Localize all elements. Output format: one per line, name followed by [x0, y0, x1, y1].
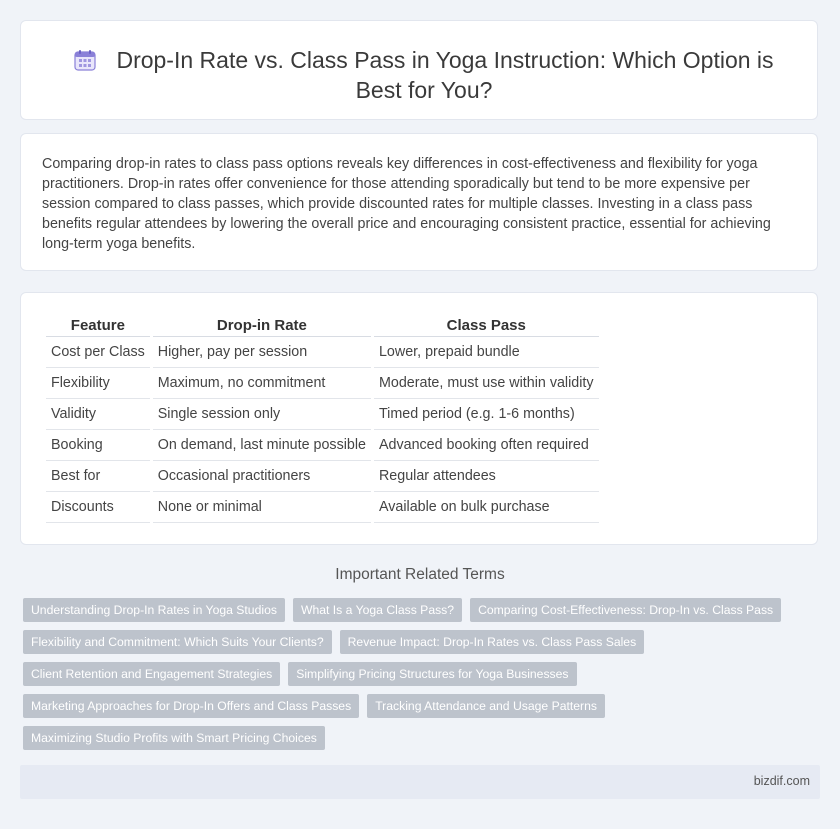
footer-bar [20, 765, 820, 799]
related-term-tag[interactable]: What Is a Yoga Class Pass? [293, 598, 462, 622]
cell-feature: Validity [46, 399, 150, 430]
header-feature: Feature [46, 313, 150, 337]
cell-drop-in: Occasional practitioners [153, 461, 371, 492]
calendar-icon [74, 49, 96, 71]
related-term-tag[interactable]: Client Retention and Engagement Strategies [23, 662, 280, 686]
table-row [46, 368, 599, 399]
table-row [46, 399, 599, 430]
related-terms-list [23, 598, 803, 758]
comparison-card [20, 292, 818, 545]
page-title-text: Drop-In Rate vs. Class Pass in Yoga Instruction: Which Option is Best for You? [116, 47, 774, 103]
related-term-tag[interactable]: Comparing Cost-Effectiveness: Drop-In vs. Class Pass [470, 598, 781, 622]
cell-drop-in: On demand, last minute possible [153, 430, 371, 461]
table-row [46, 430, 599, 461]
table-row [46, 337, 599, 368]
intro-card [20, 133, 818, 271]
cell-drop-in: Higher, pay per session [153, 337, 371, 368]
cell-drop-in: Maximum, no commitment [153, 368, 371, 399]
cell-feature: Cost per Class [46, 337, 150, 368]
related-terms-heading: Important Related Terms [335, 566, 505, 583]
cell-feature: Best for [46, 461, 150, 492]
cell-feature: Flexibility [46, 368, 150, 399]
related-term-tag[interactable]: Flexibility and Commitment: Which Suits Your Clients? [23, 630, 332, 654]
footer-brand[interactable]: bizdif.com [753, 774, 810, 788]
comparison-table [43, 313, 602, 523]
cell-feature: Booking [46, 430, 150, 461]
title-card [20, 20, 818, 120]
header-class-pass: Class Pass [374, 313, 599, 337]
cell-drop-in: None or minimal [153, 492, 371, 523]
cell-class-pass: Timed period (e.g. 1-6 months) [374, 399, 599, 430]
tag-row [23, 694, 803, 718]
intro-paragraph: Comparing drop-in rates to class pass options reveals key differences in cost-effectiveness and flexibility for yoga practitioners. Drop-in rates offer convenience for those attending sporadically but tend to be more expensive per session compared to class passes, which provide discounted rates for multiple classes. Investing in a class pass benefits regular attendees by lowering the overall price and encouraging consistent practice, essential for achieving long-term yoga benefits. [42, 156, 771, 252]
related-term-tag[interactable]: Maximizing Studio Profits with Smart Pricing Choices [23, 726, 325, 750]
tag-row [23, 598, 803, 622]
related-term-tag[interactable]: Tracking Attendance and Usage Patterns [367, 694, 605, 718]
related-term-tag[interactable]: Simplifying Pricing Structures for Yoga Businesses [288, 662, 576, 686]
related-term-tag[interactable]: Revenue Impact: Drop-In Rates vs. Class Pass Sales [340, 630, 645, 654]
tag-row [23, 630, 803, 654]
tag-row [23, 726, 803, 750]
cell-class-pass: Lower, prepaid bundle [374, 337, 599, 368]
cell-class-pass: Moderate, must use within validity [374, 368, 599, 399]
tag-row [23, 662, 803, 686]
cell-class-pass: Advanced booking often required [374, 430, 599, 461]
cell-drop-in: Single session only [153, 399, 371, 430]
related-term-tag[interactable]: Understanding Drop-In Rates in Yoga Studios [23, 598, 285, 622]
cell-class-pass: Regular attendees [374, 461, 599, 492]
cell-class-pass: Available on bulk purchase [374, 492, 599, 523]
cell-feature: Discounts [46, 492, 150, 523]
header-drop-in-rate: Drop-in Rate [153, 313, 371, 337]
table-header-row [46, 313, 599, 337]
page-title [61, 45, 787, 105]
table-row [46, 492, 599, 523]
table-row [46, 461, 599, 492]
related-term-tag[interactable]: Marketing Approaches for Drop-In Offers and Class Passes [23, 694, 359, 718]
